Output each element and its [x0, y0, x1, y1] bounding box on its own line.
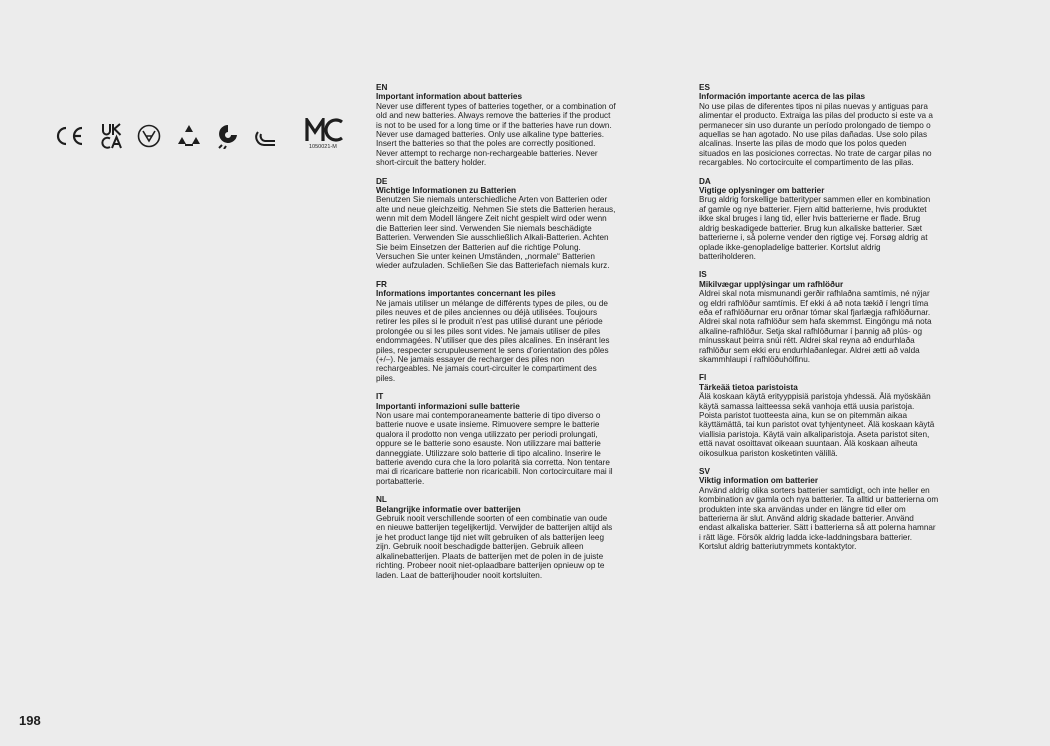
section-text: Benutzen Sie niemals unterschiedliche Arten von Batterien oder alte und neue gleichzeitig. Nehmen Sie stets die Batterien heraus, wenn mit dem Modell längere Zeit nicht gespielt wird oder wenn die Batterien leer sind. Verwenden Sie niemals beschädigte Batterien. Verwenden Sie ausschließlich Alkali-Batterien. Achten Sie beim Einsetzen der Batterien auf die richtige Polung. Versuchen Sie unter keinen Umständen, „normale“ Batterien wieder aufzuladen. Schließen Sie das Batteriefach niemals kurz.	[376, 195, 616, 271]
triman-recycle-icon	[177, 124, 201, 148]
lang-code: FI	[699, 373, 707, 383]
section-text: Ne jamais utiliser un mélange de différents types de piles, ou de piles neuves et de piles anciennes ou déjà utilisées. Toujours retirer les piles si le produit n’est pas utilisé durant une période prolongée ou si les piles sont vides. Ne jamais utiliser de piles endommagées. N’utiliser que des piles alcalines. En insérant les piles, respecter scrupuleusement le sens d’orientation des pôles (+/–). Ne jamais essayer de recharger des piles non rechargeables. Ne jamais court-circuiter le compartiment des piles.	[376, 298, 610, 383]
section-text: Använd aldrig olika sorters batterier samtidigt, och inte heller en kombination av gamla och nya batterier. Ta alltid ur batterierna om produkten inte ska användas under en längre tid eller om batterierna är slut. Använd aldrig skadade batterier. Använd endast alkaliska batterier. Sätt i batterierna så att polerna hamnar i rätt läge. Försök aldrig ladda icke-laddningsbara batterier. Kortslut aldrig batteriutrymmets kontaktytor.	[699, 485, 939, 552]
section-text: Brug aldrig forskellige batterityper sammen eller en kombination af gamle og nye batterier. Fjern altid batterierne, hvis produktet ikke skal bruges i lang tid, eller hvis batterierne er flade. Brug aldrig beskadigede batterier. Brug kun alkaliske batterier. Sæt batterierne i, så polerne vender den rigtige vej. Forsøg aldrig at oplade ikke-genopladelige batterier. Kortslut aldrig batteriholderen.	[699, 195, 931, 261]
lang-code: DE	[376, 176, 388, 186]
page-number: 198	[19, 713, 41, 728]
recycle-swirl-icon	[217, 123, 239, 149]
wave-mark-icon	[255, 125, 277, 147]
section-text: Älä koskaan käytä erityyppisiä paristoja yhdessä. Älä myöskään käytä samassa laitteessa sekä vanhoja että uusia paristoja. Poista paristot tuotteesta aina, kun se on pitemmän aikaa käyttämättä, tai kun paristot ovat tyhjentyneet. Älä koskaan käytä viallisia paristoja. Käytä vain alkaliparistoja. Aseta paristot siten, että navat osoittavat oikeaan suuntaan. Älä koskaan aiheuta oikosulkua pariston kosketinten välillä.	[699, 392, 935, 458]
mc-code-label: 1050021-M	[309, 144, 337, 150]
section-de	[376, 177, 616, 271]
section-text: Aldrei skal nota mismunandi gerðir rafhlaðna samtímis, né nýjar og eldri rafhlöður samtímis. Ef ekki á að nota tækið í lengri tíma eða ef rafhlöðurnar eru orðnar tómar skal fjarlægja rafhlöðurnar. Aldrei skal nota rafhlöður sem hafa skemmst. Eingöngu má nota alkaline-rafhlöður. Setja skal rafhlöðurnar í þannig að plús- og mínusskaut þeirra snúi rétt. Aldrei skal reyna að endurhlaða rafhlöður sem ekki eru endurhlaðanlegar. Aldrei ætti að valda skammhlaupi í rafhlöðuhólfinu.	[699, 289, 932, 364]
section-heading: Información importante acerca de las pilas	[699, 92, 866, 102]
section-heading: Vigtige oplysninger om batterier	[699, 186, 825, 196]
lang-code: IT	[376, 392, 384, 402]
section-heading: Informations importantes concernant les piles	[376, 289, 556, 299]
section-heading: Important information about batteries	[376, 92, 523, 102]
section-heading: Belangrijke informatie over batterijen	[376, 504, 521, 514]
section-is	[699, 270, 939, 364]
section-it	[376, 392, 616, 486]
section-text: Gebruik nooit verschillende soorten of een combinatie van oude en nieuwe batterijen tegelijkertijd. Verwijder de batterijen altijd als je het product lange tijd niet wilt gebruiken of als batterijen leeg zijn. Gebruik nooit beschadigde batterijen. Gebruik alleen alkalinebatterijen. Plaats de batterijen met de polen in de juiste richting. Probeer nooit niet-oplaadbare batterijen opnieuw op te laden. Laat de batterijhouder nooit kortsluiten.	[376, 514, 613, 580]
lang-code: IS	[699, 270, 707, 280]
section-heading: Tärkeää tietoa paristoista	[699, 382, 798, 392]
ce-mark-icon	[53, 125, 85, 147]
section-nl	[376, 495, 616, 580]
lang-code: NL	[376, 495, 387, 505]
lang-code: ES	[699, 83, 710, 92]
section-text: Non usare mai contemporaneamente batterie di tipo diverso o batterie nuove e usate insieme. Rimuovere sempre le batterie qualora il prodotto non venga utilizzato per periodi prolungati, oppure se le batterie sono esauste. Non utilizzare mai batterie danneggiate. Utilizzare solo batterie di tipo alcalino. Inserire le batterie avendo cura che la loro polarità sia corretta. Non tentare mai di ricaricare batterie non ricaricabili. Non cortocircuitare mai il portabatterie.	[376, 411, 613, 486]
ac-mark-icon	[137, 124, 161, 148]
lang-code: DA	[699, 176, 711, 186]
lang-code: SV	[699, 467, 710, 477]
section-text: No use pilas de diferentes tipos ni pilas nuevas y antiguas para alimentar el producto. Extraiga las pilas del producto si este va a permanecer sin uso durante un período prolongado de tiempo o aquellas se han agotado. No use pilas dañadas. Use solo pilas alcalinas. Inserte las pilas de modo que los polos queden situados en las posiciones correctas. No trate de cargar pilas no recargables. No cortocircuite el compartimento de las pilas.	[699, 101, 933, 168]
section-heading: Importanti informazioni sulle batterie	[376, 401, 520, 411]
mc-mark-icon	[305, 118, 345, 142]
section-da	[699, 177, 939, 262]
ukca-mark-icon	[101, 123, 123, 149]
section-fi	[699, 373, 939, 458]
section-heading: Mikilvægar upplýsingar um rafhlöður	[699, 279, 844, 289]
left-text-column	[376, 83, 616, 589]
section-heading: Wichtige Informationen zu Batterien	[376, 186, 517, 196]
section-fr	[376, 280, 616, 383]
section-sv	[699, 467, 939, 552]
lang-code: EN	[376, 83, 388, 92]
section-es	[699, 83, 939, 168]
section-heading: Viktig information om batterier	[699, 476, 819, 486]
section-text: Never use different types of batteries together, or a combination of old and new batteries. Always remove the batteries if the product is not to be used for a long time or if the batteries have run down. Never use damaged batteries. Only use alkaline type batteries. Insert the batteries so that the poles are correctly positioned. Never attempt to recharge non-rechargeable batteries. Never short-circuit the battery holder.	[376, 101, 616, 168]
section-en	[376, 83, 616, 168]
right-text-column	[699, 83, 939, 561]
mc-mark	[305, 118, 347, 154]
lang-code: FR	[376, 279, 387, 289]
